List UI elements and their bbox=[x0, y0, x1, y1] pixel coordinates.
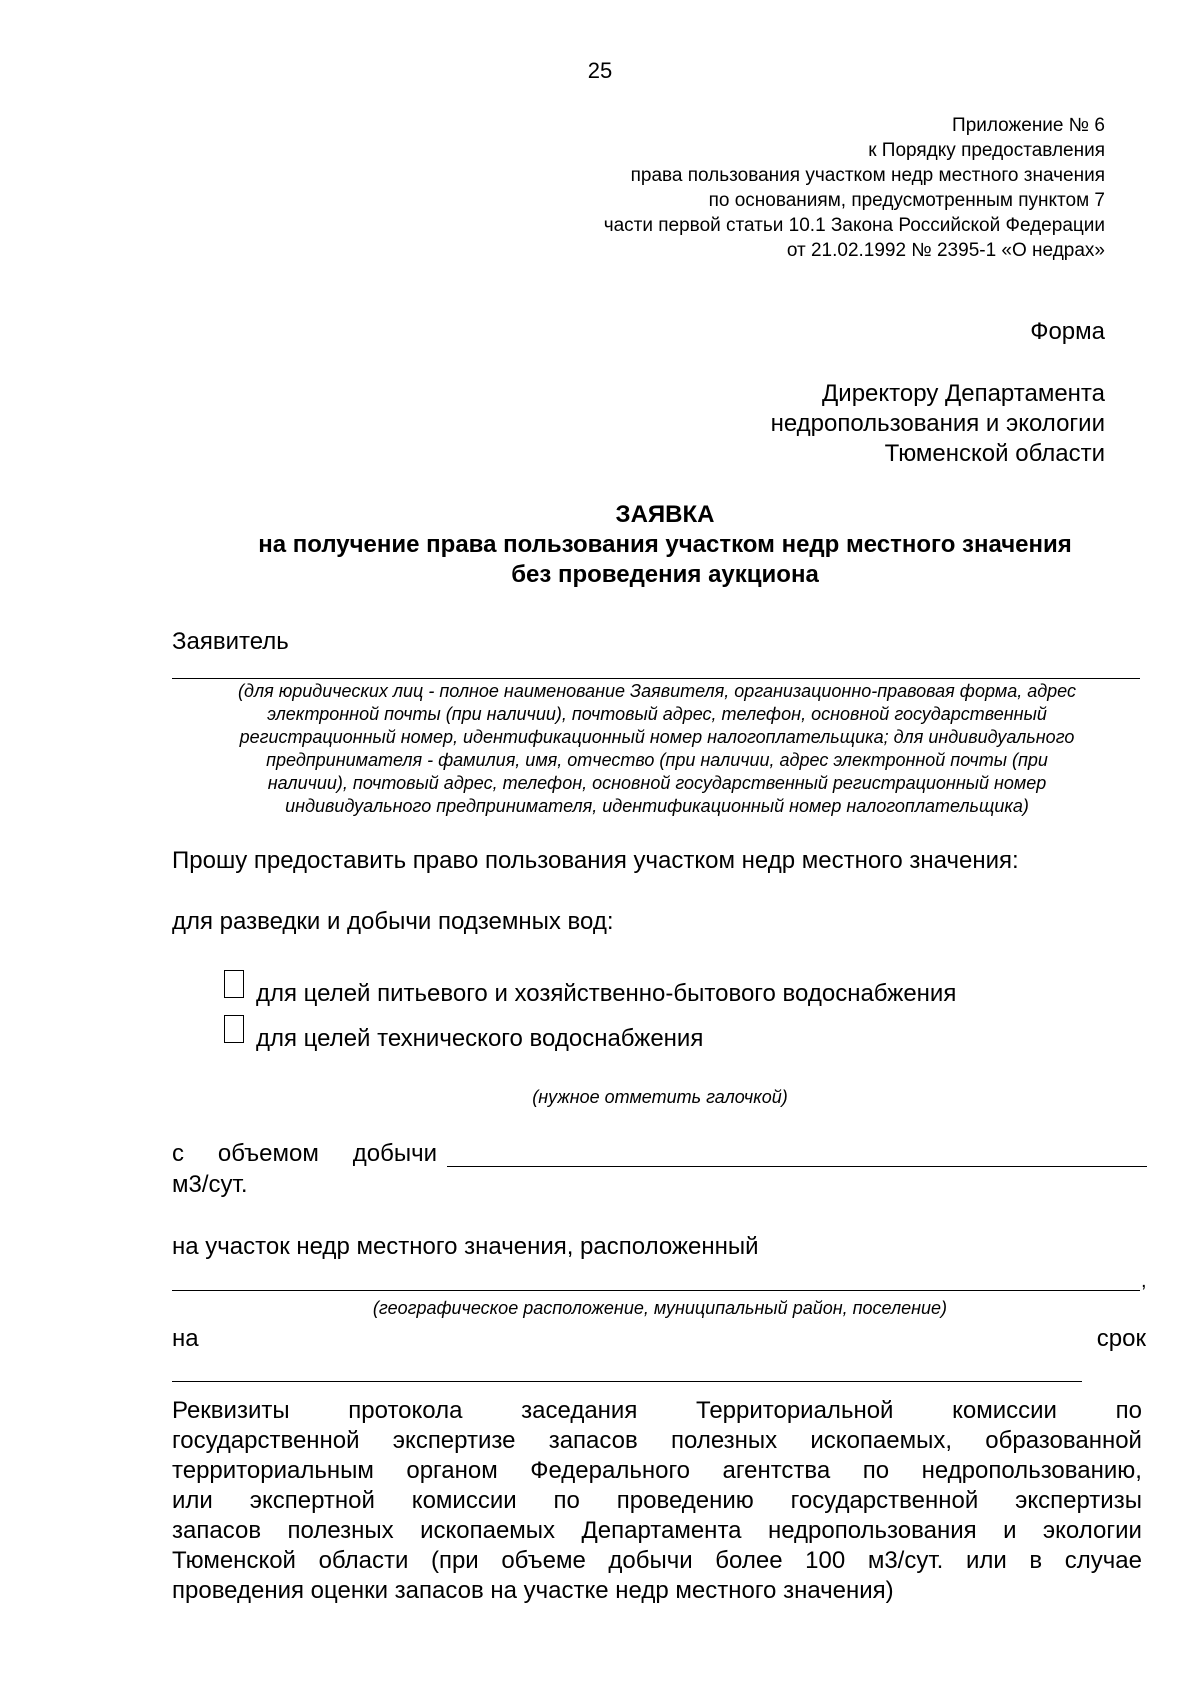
option-label-technical: для целей технического водоснабжения bbox=[256, 1025, 704, 1052]
requisites-line bbox=[172, 1576, 1142, 1606]
requisites-line bbox=[172, 1486, 1142, 1516]
word: Тюменской bbox=[172, 1547, 296, 1574]
word: ископаемых, bbox=[810, 1427, 953, 1454]
requisites-line bbox=[172, 1456, 1142, 1486]
applicant-hint-line: (для юридических лиц - полное наименование Заявителя, организационно-правовая форма, адрес bbox=[238, 681, 1076, 701]
applicant-hint-line: индивидуального предпринимателя, идентификационный номер налогоплательщика) bbox=[285, 796, 1029, 816]
requisites-line bbox=[172, 1516, 1142, 1546]
word: недропользования bbox=[767, 1517, 977, 1544]
applicant-hint-line: наличии), почтовый адрес, телефон, основной государственный регистрационный номер bbox=[267, 773, 1047, 793]
page-number: 25 bbox=[587, 58, 613, 83]
request-text: Прошу предоставить право пользования участком недр местного значения: bbox=[172, 847, 1019, 874]
word: Департамента bbox=[581, 1517, 742, 1544]
appendix-line: от 21.02.1992 № 2395-1 «О недрах» bbox=[786, 240, 1105, 261]
word: полезных bbox=[671, 1427, 778, 1454]
volume-unit: м3/сут. bbox=[172, 1171, 248, 1198]
word: комиссии bbox=[411, 1487, 517, 1514]
requisites-line bbox=[172, 1396, 1142, 1426]
word: Реквизиты bbox=[172, 1397, 290, 1424]
word: 100 bbox=[805, 1547, 846, 1574]
option-label-drinking: для целей питьевого и хозяйственно-бытового водоснабжения bbox=[256, 980, 957, 1007]
title-heading: ЗАЯВКА bbox=[615, 501, 715, 528]
word: государственной bbox=[790, 1487, 979, 1514]
requisites-line bbox=[172, 1426, 1142, 1456]
volume-input-line[interactable] bbox=[447, 1166, 1147, 1167]
applicant-hint-line: электронной почты (при наличии), почтовый адрес, телефон, основной государственный bbox=[267, 704, 1047, 724]
word: Территориальной bbox=[696, 1397, 894, 1424]
word: территориальным bbox=[172, 1457, 374, 1484]
purpose-text: для разведки и добычи подземных вод: bbox=[172, 908, 614, 935]
word: проведения оценки запасов на участке недр местного значения) bbox=[172, 1577, 894, 1604]
term-label-left: на bbox=[172, 1325, 199, 1352]
location-hint: (географическое расположение, муниципальный район, поселение) bbox=[372, 1298, 948, 1318]
word: государственной bbox=[172, 1427, 360, 1454]
appendix-reference bbox=[604, 113, 1105, 263]
word: объеме bbox=[501, 1547, 586, 1574]
addressee-block bbox=[771, 379, 1105, 469]
word: по bbox=[553, 1487, 580, 1514]
applicant-hint-line: предпринимателя - фамилия, имя, отчество (при наличии, адрес электронной почты (при bbox=[266, 750, 1048, 770]
requisites-paragraph bbox=[172, 1396, 1142, 1606]
appendix-line: права пользования участком недр местного значения bbox=[630, 165, 1105, 186]
applicant-hint bbox=[175, 680, 1139, 818]
addressee-line: недропользования и экологии bbox=[770, 410, 1105, 437]
applicant-label: Заявитель bbox=[172, 628, 289, 655]
location-comma: , bbox=[1141, 1270, 1147, 1292]
word: по bbox=[1115, 1397, 1142, 1424]
word: экологии bbox=[1042, 1517, 1142, 1544]
location-input-line[interactable] bbox=[172, 1290, 1140, 1291]
word: комиссии bbox=[952, 1397, 1057, 1424]
word: образованной bbox=[985, 1427, 1142, 1454]
word: заседания bbox=[521, 1397, 638, 1424]
appendix-line: части первой статьи 10.1 Закона Российской Федерации bbox=[603, 215, 1105, 236]
title-line: без проведения аукциона bbox=[511, 561, 819, 588]
word: и bbox=[1003, 1517, 1017, 1544]
addressee-line: Директору Департамента bbox=[822, 380, 1105, 407]
appendix-line: по основаниям, предусмотренным пунктом 7 bbox=[708, 190, 1105, 211]
word: проведению bbox=[616, 1487, 754, 1514]
word: (при bbox=[430, 1547, 479, 1574]
word: протокола bbox=[348, 1397, 463, 1424]
word: м3/сут. bbox=[867, 1547, 944, 1574]
word: агентства bbox=[722, 1457, 831, 1484]
applicant-hint-line: регистрационный номер, идентификационный номер налогоплательщика; для индивидуального bbox=[239, 727, 1075, 747]
options-hint: (нужное отметить галочкой) bbox=[532, 1087, 788, 1107]
document-title bbox=[0, 500, 1200, 590]
word: полезных bbox=[287, 1517, 394, 1544]
addressee-line: Тюменской области bbox=[884, 440, 1105, 467]
word: экспертизы bbox=[1015, 1487, 1142, 1514]
volume-label-word: с bbox=[172, 1140, 184, 1167]
word: Федерального bbox=[530, 1457, 691, 1484]
word: органом bbox=[406, 1457, 498, 1484]
word: области bbox=[318, 1547, 409, 1574]
volume-label-word: добычи bbox=[352, 1140, 437, 1167]
word: ископаемых bbox=[420, 1517, 556, 1544]
term-label-right: срок bbox=[1096, 1325, 1146, 1352]
applicant-input-line[interactable] bbox=[172, 678, 1140, 679]
form-label: Форма bbox=[1030, 318, 1105, 345]
volume-label bbox=[172, 1139, 437, 1169]
word: добычи bbox=[608, 1547, 693, 1574]
appendix-line: Приложение № 6 bbox=[952, 115, 1105, 136]
word: или bbox=[965, 1547, 1007, 1574]
requisites-line bbox=[172, 1546, 1142, 1576]
term-input-line[interactable] bbox=[172, 1381, 1082, 1382]
word: запасов bbox=[548, 1427, 638, 1454]
word: недропользованию, bbox=[921, 1457, 1142, 1484]
word: экспертной bbox=[249, 1487, 375, 1514]
location-label: на участок недр местного значения, расположенный bbox=[172, 1233, 759, 1260]
word: более bbox=[715, 1547, 783, 1574]
appendix-line: к Порядку предоставления bbox=[868, 140, 1105, 161]
word: по bbox=[862, 1457, 890, 1484]
word: экспертизе bbox=[392, 1427, 516, 1454]
option-checkbox-technical[interactable] bbox=[224, 1015, 244, 1043]
option-checkbox-drinking[interactable] bbox=[224, 970, 244, 998]
word: случае bbox=[1064, 1547, 1142, 1574]
volume-label-word: объемом bbox=[217, 1140, 319, 1167]
title-line: на получение права пользования участком недр местного значения bbox=[258, 531, 1072, 558]
word: в bbox=[1029, 1547, 1043, 1574]
word: или bbox=[172, 1487, 213, 1514]
word: запасов bbox=[172, 1517, 262, 1544]
